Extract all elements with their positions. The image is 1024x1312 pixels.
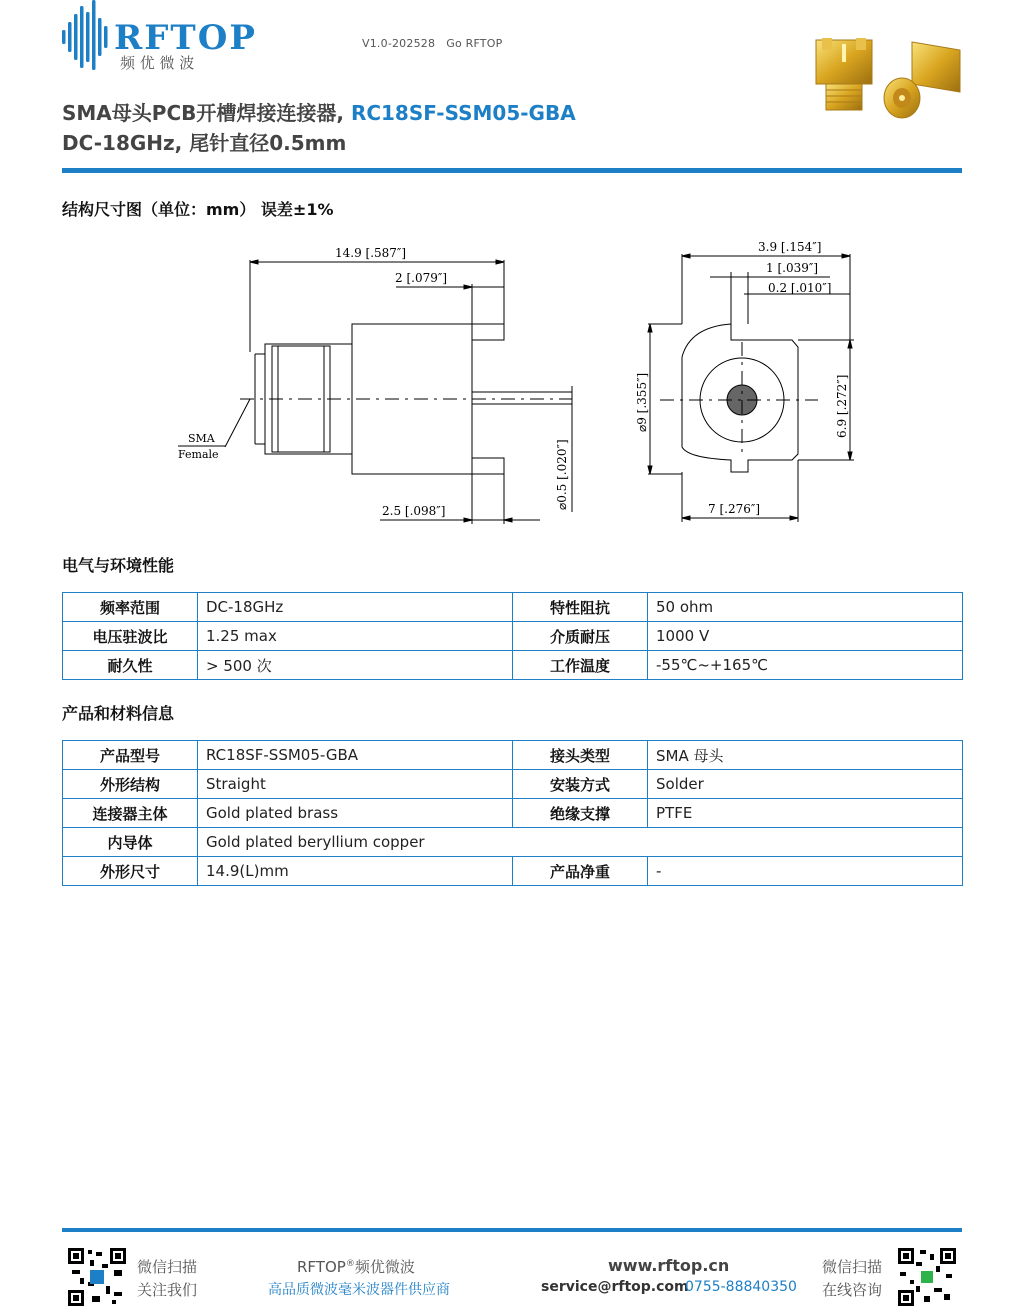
spec-value: 1000 V bbox=[648, 622, 963, 651]
dim-flange: 2 [.079″] bbox=[395, 271, 448, 285]
product-title bbox=[62, 97, 576, 126]
spec-label: 电压驻波比 bbox=[63, 622, 198, 651]
spec-value: Straight bbox=[198, 770, 513, 799]
wechat-follow-qr-icon bbox=[68, 1248, 126, 1306]
spec-label: 工作温度 bbox=[513, 651, 648, 680]
wechat-scan-label: 微信扫描 bbox=[137, 1258, 198, 1276]
table-row bbox=[63, 857, 963, 886]
title-model: RC18SF-SSM05-GBA bbox=[350, 101, 576, 125]
spec-value: 50 ohm bbox=[648, 593, 963, 622]
dimension-drawing bbox=[170, 232, 870, 532]
table-row bbox=[63, 770, 963, 799]
front-view bbox=[635, 240, 854, 522]
footer-divider bbox=[62, 1228, 962, 1232]
tagline: Go RFTOP bbox=[446, 37, 503, 50]
table-row bbox=[63, 828, 963, 857]
dim-height: 6.9 [.272″] bbox=[835, 374, 849, 438]
table-row bbox=[63, 622, 963, 651]
dim-slot: 1 [.039″] bbox=[766, 261, 819, 275]
spec-value: Solder bbox=[648, 770, 963, 799]
registered-mark: ® bbox=[345, 1259, 355, 1269]
table-row bbox=[63, 593, 963, 622]
brand-name: RFTOP bbox=[297, 1258, 346, 1276]
product-table bbox=[62, 740, 963, 886]
rftop-logo bbox=[60, 0, 270, 72]
spec-label: 安装方式 bbox=[513, 770, 648, 799]
label-female: Female bbox=[178, 448, 219, 461]
spec-value: Gold plated brass bbox=[198, 799, 513, 828]
phone-number: 0755-88840350 bbox=[685, 1279, 797, 1295]
table-row bbox=[63, 741, 963, 770]
spec-label: 连接器主体 bbox=[63, 799, 198, 828]
product-subtitle: DC-18GHz, 尾针直径0.5mm bbox=[62, 131, 347, 155]
spec-value: 14.9(L)mm bbox=[198, 857, 513, 886]
drawing-heading: 结构尺寸图（单位：mm） 误差±1% bbox=[62, 200, 334, 219]
wechat-scan-label-right: 微信扫描 bbox=[822, 1258, 883, 1276]
spec-value: SMA 母头 bbox=[648, 741, 963, 770]
dim-pin-extension: 2.5 [.098″] bbox=[382, 504, 446, 518]
table-row bbox=[63, 651, 963, 680]
connector-front-image bbox=[816, 38, 872, 110]
brand-cn: 频优微波 bbox=[354, 1258, 415, 1276]
product-heading: 产品和材料信息 bbox=[62, 704, 175, 723]
spec-label: 外形结构 bbox=[63, 770, 198, 799]
follow-us-label: 关注我们 bbox=[137, 1281, 198, 1299]
dim-width: 7 [.276″] bbox=[708, 502, 761, 516]
signal-wave-icon bbox=[62, 0, 108, 70]
dim-gap: 0.2 [.010″] bbox=[768, 281, 832, 295]
version-number: V1.0-202528 bbox=[362, 37, 436, 50]
spec-value: RC18SF-SSM05-GBA bbox=[198, 741, 513, 770]
spec-value: 1.25 max bbox=[198, 622, 513, 651]
spec-value: -55℃~+165℃ bbox=[648, 651, 963, 680]
spec-label: 绝缘支撑 bbox=[513, 799, 648, 828]
title-prefix: SMA母头PCB开槽焊接连接器, bbox=[62, 101, 351, 125]
spec-value: DC-18GHz bbox=[198, 593, 513, 622]
email-link[interactable]: service@rftop.com bbox=[541, 1279, 689, 1295]
spec-value: - bbox=[648, 857, 963, 886]
side-view bbox=[178, 246, 572, 524]
spec-value: Gold plated beryllium copper bbox=[198, 828, 963, 857]
label-sma: SMA bbox=[188, 432, 215, 445]
spec-label: 频率范围 bbox=[63, 593, 198, 622]
footer-slogan: 高品质微波毫米波器件供应商 bbox=[268, 1282, 450, 1298]
dim-length: 14.9 [.587″] bbox=[335, 246, 407, 260]
electrical-table bbox=[62, 592, 963, 680]
wechat-consult-qr-icon bbox=[898, 1248, 956, 1306]
spec-label: 内导体 bbox=[63, 828, 198, 857]
spec-value: PTFE bbox=[648, 799, 963, 828]
website-link[interactable]: www.rftop.cn bbox=[608, 1256, 730, 1275]
consult-label: 在线咨询 bbox=[822, 1281, 883, 1299]
version-line bbox=[362, 37, 502, 50]
dim-body-diameter: ⌀9 [.355″] bbox=[635, 372, 649, 432]
spec-label: 特性阻抗 bbox=[513, 593, 648, 622]
logo-subtext: 频 优 微 波 bbox=[120, 54, 195, 72]
spec-label: 外形尺寸 bbox=[63, 857, 198, 886]
table-row bbox=[63, 799, 963, 828]
dim-side-width: 3.9 [.154″] bbox=[758, 240, 822, 254]
spec-label: 介质耐压 bbox=[513, 622, 648, 651]
spec-label: 产品净重 bbox=[513, 857, 648, 886]
electrical-heading: 电气与环境性能 bbox=[62, 556, 175, 575]
spec-label: 产品型号 bbox=[63, 741, 198, 770]
spec-label: 耐久性 bbox=[63, 651, 198, 680]
logo-text: RFTOP bbox=[114, 18, 257, 58]
dim-pin-diameter: ⌀0.5 [.020″] bbox=[555, 439, 569, 510]
product-photo bbox=[812, 36, 968, 122]
connector-side-image bbox=[884, 42, 960, 118]
footer-brand bbox=[297, 1256, 415, 1277]
spec-label: 接头类型 bbox=[513, 741, 648, 770]
header-divider bbox=[62, 168, 962, 173]
spec-value: > 500 次 bbox=[198, 651, 513, 680]
